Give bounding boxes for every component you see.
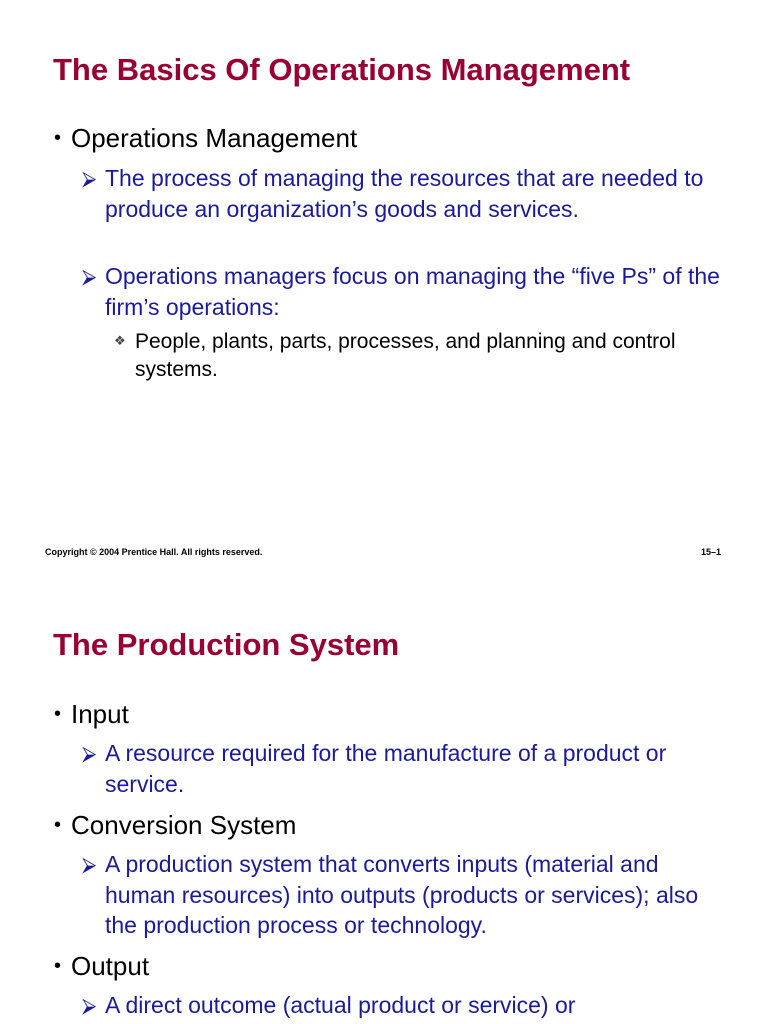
diamond-bullet-icon: ❖ xyxy=(114,334,126,349)
sub-bullet-text: A production system that converts inputs (material and human resources) into outputs (products or services); also the production process or technology. xyxy=(105,851,699,938)
slide-title: The Production System xyxy=(53,627,400,662)
bullet-dot-icon: • xyxy=(54,703,62,725)
sub-sub-bullet-text: People, plants, parts, processes, and planning and control systems. xyxy=(135,330,676,381)
sub-bullet-item xyxy=(82,261,722,322)
bullet-text: Operations Management xyxy=(71,123,358,153)
sub-bullet-text: Operations managers focus on managing the “five Ps” of the firm’s operations: xyxy=(105,263,720,320)
page-number: 15–1 xyxy=(700,547,721,557)
sub-bullet-item xyxy=(82,849,722,941)
arrow-bullet-icon: ⮚ xyxy=(82,852,97,876)
bullet-dot-icon: • xyxy=(54,127,62,149)
arrow-bullet-icon: ⮚ xyxy=(82,993,97,1017)
arrow-bullet-icon: ⮚ xyxy=(82,166,97,190)
copyright-footer: Copyright © 2004 Prentice Hall. All rights reserved. xyxy=(45,547,263,557)
sub-bullet-text: A direct outcome (actual product or service) or xyxy=(105,992,576,1018)
slide-2 xyxy=(0,576,768,1024)
slide-title: The Basics Of Operations Management xyxy=(53,52,631,87)
sub-sub-bullet-item xyxy=(114,328,714,384)
bullet-text: Output xyxy=(71,951,150,981)
sub-bullet-text: A resource required for the manufacture of a product or service. xyxy=(105,740,667,797)
arrow-bullet-icon: ⮚ xyxy=(82,264,97,288)
bullet-text: Input xyxy=(71,699,129,729)
sub-bullet-text: The process of managing the resources that are needed to produce an organization’s goods and services. xyxy=(105,165,704,222)
bullet-dot-icon: • xyxy=(54,955,62,977)
arrow-bullet-icon: ⮚ xyxy=(82,741,97,765)
bullet-text: Conversion System xyxy=(71,810,297,840)
sub-bullet-item xyxy=(82,163,722,224)
bullet-dot-icon: • xyxy=(54,814,62,836)
sub-bullet-item xyxy=(82,738,722,799)
sub-bullet-item xyxy=(82,990,722,1021)
